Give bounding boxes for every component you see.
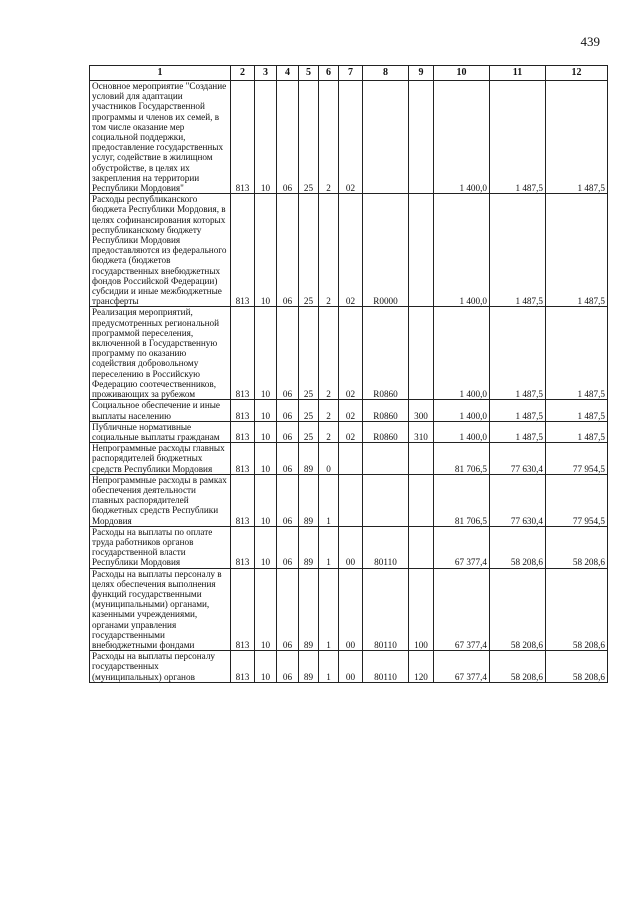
row-value-cell: 81 706,5 [434,443,490,475]
column-header: 9 [409,66,434,81]
table-row [90,526,608,568]
table-header-row [90,66,608,81]
row-value-cell: 100 [409,568,434,651]
row-value-cell: 1 400,0 [434,400,490,421]
row-value-cell: R0000 [363,194,409,307]
row-value-cell: 1 487,5 [546,400,608,421]
table-row [90,421,608,442]
row-name-cell: Непрограммные расходы главных распорядителей бюджетных средств Республики Мордовия [90,443,231,475]
row-value-cell: 67 377,4 [434,568,490,651]
row-value-cell [363,474,409,526]
row-name-cell: Социальное обеспечение и иные выплаты населению [90,400,231,421]
row-value-cell: 813 [231,568,255,651]
row-value-cell: 58 208,6 [546,526,608,568]
row-value-cell [409,81,434,194]
row-value-cell: 06 [277,474,299,526]
row-value-cell: 1 [319,526,339,568]
row-value-cell: 10 [255,474,277,526]
table-row [90,651,608,683]
table-row [90,194,608,307]
column-header: 5 [299,66,319,81]
row-value-cell [363,81,409,194]
row-value-cell: 00 [339,568,363,651]
row-value-cell [363,443,409,475]
row-value-cell: 06 [277,400,299,421]
row-value-cell: 1 487,5 [490,400,546,421]
table-row [90,307,608,400]
row-value-cell: R0860 [363,421,409,442]
row-value-cell: 80110 [363,568,409,651]
row-value-cell: 58 208,6 [546,651,608,683]
row-value-cell: 10 [255,421,277,442]
row-value-cell: R0860 [363,307,409,400]
row-value-cell: 1 [319,474,339,526]
row-value-cell: 10 [255,526,277,568]
row-value-cell: 2 [319,421,339,442]
row-value-cell: 02 [339,307,363,400]
row-value-cell: 58 208,6 [490,651,546,683]
row-value-cell: 02 [339,194,363,307]
row-value-cell: 1 400,0 [434,81,490,194]
table-row [90,568,608,651]
row-value-cell: 58 208,6 [490,568,546,651]
row-value-cell: 813 [231,307,255,400]
row-name-cell: Расходы республиканского бюджета Республики Мордовия, в целях софинансирования которых республиканскому бюджету Республики Мордовия предоставляются из федерального бюджета (бюджетов государственных внебюджетных фондов Российской Федерации) субсидии и иные межбюджетные трансферты [90,194,231,307]
row-value-cell: 89 [299,526,319,568]
row-value-cell: 813 [231,194,255,307]
row-value-cell: 06 [277,526,299,568]
row-name-cell: Основное мероприятие "Создание условий для адаптации участников Государственной программы и членов их семей, в том числе оказание мер социальной поддержки, предоставление государственных услуг, содействие в жилищном обустройстве, в целях их закрепления на территории Республики Мордовия" [90,81,231,194]
row-value-cell: 813 [231,81,255,194]
row-value-cell: 2 [319,81,339,194]
row-value-cell: 813 [231,400,255,421]
row-value-cell: 10 [255,194,277,307]
row-value-cell: 89 [299,443,319,475]
row-value-cell: 77 954,5 [546,474,608,526]
column-header: 11 [490,66,546,81]
row-value-cell: 67 377,4 [434,526,490,568]
row-value-cell [339,474,363,526]
column-header: 12 [546,66,608,81]
row-value-cell: 06 [277,421,299,442]
row-value-cell [409,474,434,526]
row-value-cell: 1 487,5 [546,81,608,194]
row-value-cell: 813 [231,474,255,526]
row-value-cell: 06 [277,194,299,307]
row-name-cell: Публичные нормативные социальные выплаты гражданам [90,421,231,442]
row-value-cell: 0 [319,443,339,475]
row-name-cell: Расходы на выплаты персоналу в целях обеспечения выполнения функций государственными (муниципальными) органами, казенными учреждениями, органами управления государственными внебюджетными фондами [90,568,231,651]
row-value-cell: 1 487,5 [546,307,608,400]
row-value-cell: 06 [277,651,299,683]
row-value-cell: 1 487,5 [490,307,546,400]
row-value-cell: 81 706,5 [434,474,490,526]
row-value-cell [409,307,434,400]
row-value-cell: 06 [277,307,299,400]
row-value-cell: 25 [299,400,319,421]
column-header: 6 [319,66,339,81]
row-value-cell: 1 400,0 [434,194,490,307]
row-value-cell [409,443,434,475]
row-value-cell: 80110 [363,651,409,683]
row-value-cell: 310 [409,421,434,442]
column-header: 7 [339,66,363,81]
row-value-cell: 67 377,4 [434,651,490,683]
row-value-cell: 89 [299,474,319,526]
row-name-cell: Расходы на выплаты по оплате труда работников органов государственной власти Республики Мордовия [90,526,231,568]
row-value-cell: 02 [339,400,363,421]
column-header: 3 [255,66,277,81]
row-value-cell: 10 [255,443,277,475]
table-row [90,443,608,475]
row-value-cell: 58 208,6 [490,526,546,568]
row-value-cell: 813 [231,651,255,683]
row-value-cell: 1 487,5 [546,421,608,442]
row-value-cell: 25 [299,307,319,400]
row-value-cell: 1 [319,651,339,683]
row-value-cell: 1 487,5 [490,194,546,307]
column-header: 10 [434,66,490,81]
row-value-cell: 00 [339,651,363,683]
row-value-cell: 2 [319,307,339,400]
row-value-cell: 77 630,4 [490,474,546,526]
column-header: 8 [363,66,409,81]
column-header: 2 [231,66,255,81]
row-value-cell: 02 [339,421,363,442]
row-value-cell: 02 [339,81,363,194]
table-row [90,474,608,526]
row-value-cell: 813 [231,421,255,442]
row-value-cell: 25 [299,194,319,307]
row-value-cell: 1 487,5 [490,421,546,442]
column-header: 1 [90,66,231,81]
row-value-cell: 58 208,6 [546,568,608,651]
row-value-cell: 813 [231,526,255,568]
row-value-cell [409,526,434,568]
row-value-cell: 2 [319,400,339,421]
table-row [90,400,608,421]
column-header: 4 [277,66,299,81]
row-value-cell: 06 [277,443,299,475]
row-value-cell: 1 487,5 [490,81,546,194]
row-value-cell: 10 [255,568,277,651]
row-value-cell [409,194,434,307]
budget-table [89,65,608,683]
row-value-cell: 1 [319,568,339,651]
table-row [90,81,608,194]
row-value-cell: 00 [339,526,363,568]
row-value-cell: 77 954,5 [546,443,608,475]
row-value-cell: 10 [255,651,277,683]
row-value-cell: R0860 [363,400,409,421]
row-value-cell: 25 [299,81,319,194]
row-value-cell: 1 487,5 [546,194,608,307]
row-value-cell: 06 [277,81,299,194]
row-name-cell: Реализация мероприятий, предусмотренных региональной программой переселения, включенной в Государственную программу по оказанию содействия добровольному переселению в Российскую Федерацию соотечественников, проживающих за рубежом [90,307,231,400]
row-value-cell: 813 [231,443,255,475]
row-value-cell: 10 [255,81,277,194]
row-value-cell: 77 630,4 [490,443,546,475]
row-value-cell [339,443,363,475]
row-name-cell: Непрограммные расходы в рамках обеспечения деятельности главных распорядителей бюджетных средств Республики Мордовия [90,474,231,526]
row-value-cell: 10 [255,400,277,421]
row-value-cell: 120 [409,651,434,683]
row-value-cell: 25 [299,421,319,442]
row-value-cell: 1 400,0 [434,307,490,400]
row-value-cell: 300 [409,400,434,421]
page-number: 439 [580,34,600,49]
row-value-cell: 89 [299,651,319,683]
row-value-cell: 2 [319,194,339,307]
row-value-cell: 89 [299,568,319,651]
row-value-cell: 80110 [363,526,409,568]
row-value-cell: 06 [277,568,299,651]
row-value-cell: 10 [255,307,277,400]
row-value-cell: 1 400,0 [434,421,490,442]
row-name-cell: Расходы на выплаты персоналу государственных (муниципальных) органов [90,651,231,683]
